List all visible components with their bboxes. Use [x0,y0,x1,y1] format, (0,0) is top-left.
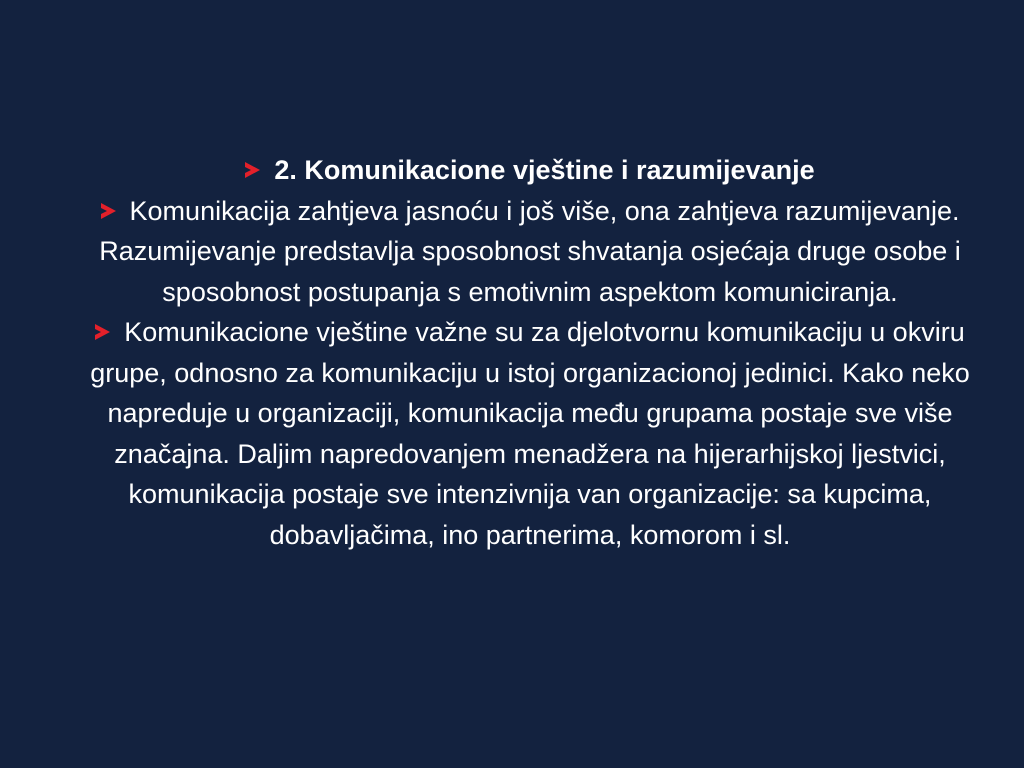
heading-text: 2. Komunikacione vještine i razumijevanje [274,155,815,185]
paragraph-text-1: Komunikacija zahtjeva jasnoću i još više, ona zahtjeva razumijevanje. Razumijevanje predstavlja sposobnost shvatanja osjećaja druge osobe i sposobnost postupanja s emotivnim aspektom komuniciranja. [99,195,961,307]
arrow-bullet-icon [245,162,260,178]
heading-item [58,150,1002,191]
slide-body [58,150,1002,555]
paragraph-text-2: Komunikacione vještine važne su za djelotvornu komunikaciju u okviru grupe, odnosno za komunikaciju u istoj organizacionoj jedinici. Kako neko napreduje u organizaciji, komunikacija među grupama postaje sve više značajna. Daljim napredovanjem menadžera na hijerarhijskoj ljestvici, komunikacija postaje sve intenzivnija van organizacije: sa kupcima, dobavljačima, ino partnerima, komorom i sl. [90,317,970,550]
bullet-item-2 [58,312,1002,555]
arrow-bullet-icon [95,324,110,340]
bullet-item-1 [58,191,1002,313]
arrow-bullet-icon [101,203,116,219]
